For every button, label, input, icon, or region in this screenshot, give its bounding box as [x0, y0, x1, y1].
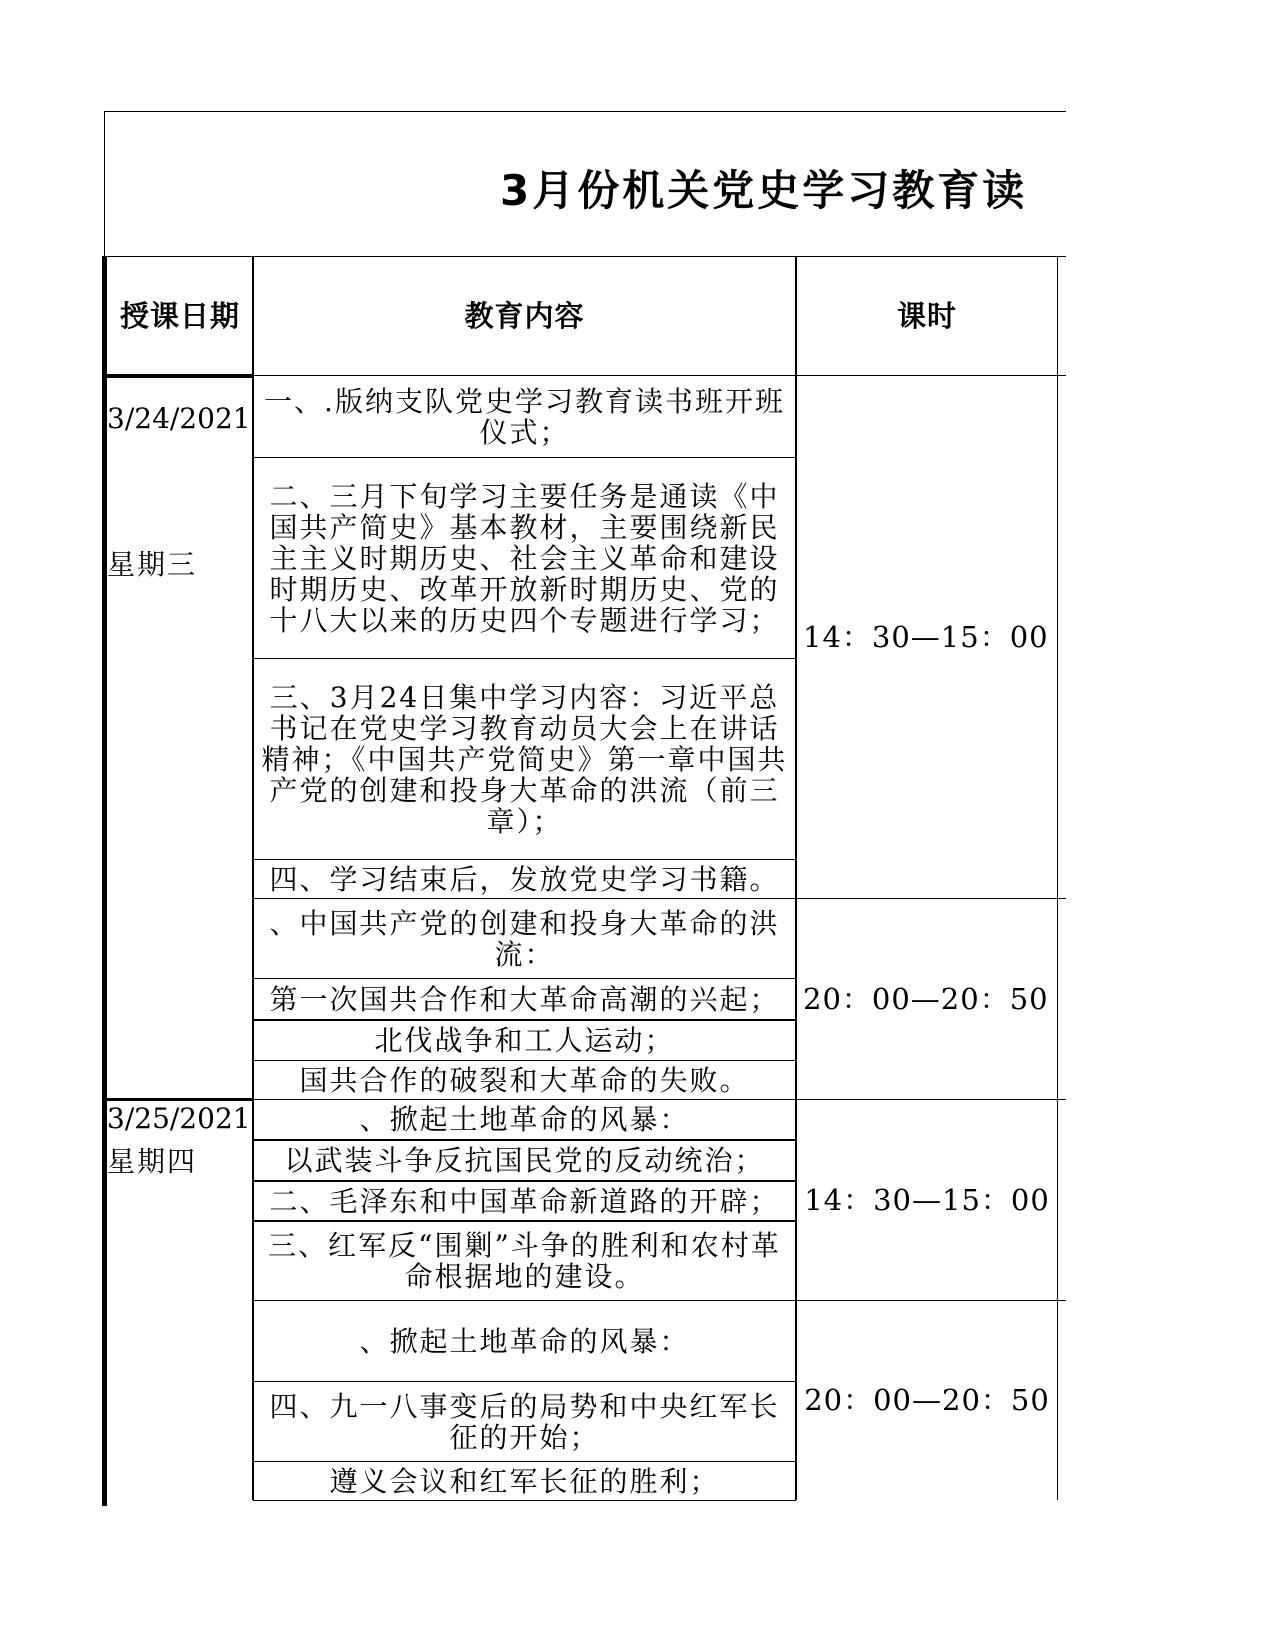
day1-s2-item-4: 国共合作的破裂和大革命的失败。 — [299, 1063, 750, 1097]
title-left-border — [104, 111, 105, 256]
table-top-border — [104, 111, 1066, 112]
header-date: 授课日期 — [119, 298, 240, 333]
day-divider-date — [102, 1098, 253, 1101]
day1-weekday: 星期三 — [107, 548, 198, 581]
day1-s2-item-2: 第一次国共合作和大革命高潮的兴起； — [269, 982, 780, 1016]
table-left-border — [102, 256, 107, 1506]
day2-s2-item-3: 遵义会议和红军长征的胜利； — [329, 1464, 720, 1498]
page-title: 3月份机关党史学习教育读 — [500, 166, 1028, 215]
day2-s1-item-3: 二、毛泽东和中国革命新道路的开辟； — [269, 1184, 780, 1218]
day1-s1-item-2: 二、三月下旬学习主要任务是通读《中国共产简史》基本教材，主要围绕新民主主义时期历史、社会主义革命和建设时期历史、改革开放新时期历史、党的十八大以来的历史四个专题进行学习； — [269, 479, 780, 637]
day2-s2-item-1: 、掀起土地革命的风暴： — [359, 1324, 690, 1358]
day2-s2-time: 20：00—20：50 — [804, 1383, 1050, 1417]
day2-date: 3/25/2021 — [107, 1102, 251, 1135]
day2-s1-time: 14：30—15：00 — [804, 1182, 1050, 1217]
day2-s1-item-4: 三、红军反“围剿”斗争的胜利和农村革命根据地的建设。 — [268, 1229, 781, 1293]
day1-s1-item-3: 三、3月24日集中学习内容：习近平总书记在党史学习教育动员大会上在讲话精神；《中国共产党简史》第一章中国共产党的创建和投身大革命的洪流（前三章）； — [261, 680, 788, 838]
header-hours: 课时 — [896, 298, 957, 333]
day2-s1-item-2: 以武装斗争反抗国民党的反动统治； — [284, 1144, 765, 1177]
day2-s2-item-2: 四、九一八事变后的局势和中央红军长征的开始； — [269, 1389, 780, 1454]
day1-date: 3/24/2021 — [107, 402, 251, 435]
day1-s2-item-3: 北伐战争和工人运动； — [374, 1024, 675, 1057]
header-bottom-border-date — [102, 374, 253, 378]
day2-weekday: 星期四 — [107, 1145, 198, 1178]
day1-s1-item-4: 四、学习结束后，发放党史学习书籍。 — [269, 862, 780, 896]
day1-s2-item-1: 、中国共产党的创建和投身大革命的洪流： — [269, 906, 780, 971]
day1-s1-item-1: 一、.版纳支队党史学习教育读书班开班仪式； — [264, 384, 785, 449]
day1-s2-time: 20：00—20：50 — [803, 981, 1049, 1016]
hours-column-divider — [1057, 256, 1058, 1500]
day2-s1-item-1: 、掀起土地革命的风暴： — [359, 1103, 690, 1136]
row-divider — [253, 1500, 796, 1501]
header-content: 教育内容 — [464, 298, 585, 333]
day1-s1-time: 14：30—15：00 — [803, 619, 1049, 654]
